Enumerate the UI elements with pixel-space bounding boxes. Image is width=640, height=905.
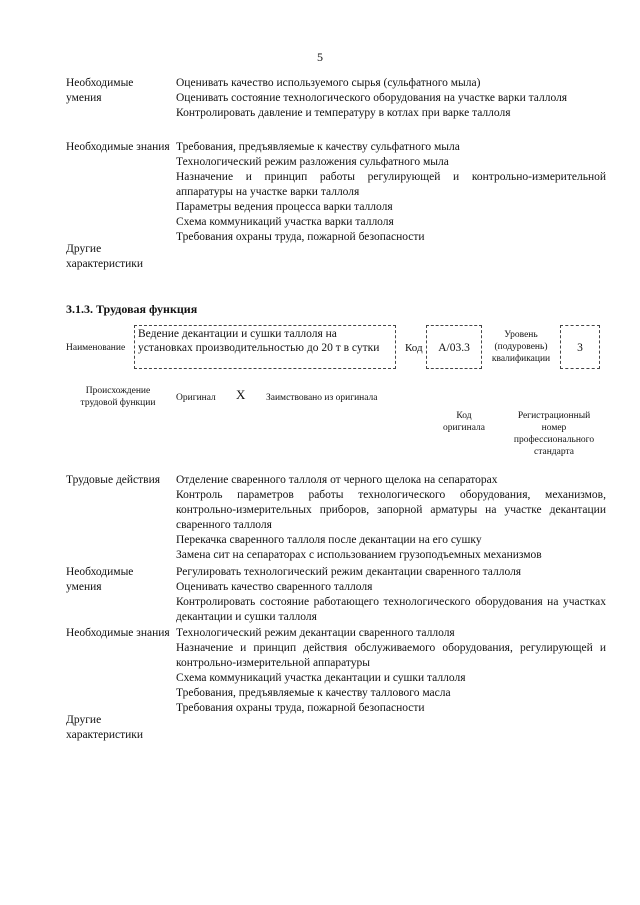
list-item: Назначение и принцип действия обслуживаемого оборудования, регулирующей и контрольно-измерительной аппаратуры	[176, 642, 606, 669]
code-box	[426, 325, 482, 369]
original-mark: X	[236, 387, 246, 402]
list-item: Оценивать состояние технологического оборудования на участке варки таллоля	[176, 92, 568, 104]
skills-list	[176, 565, 606, 625]
list-item: Схема коммуникаций участка декантации и сушки таллоля	[176, 672, 466, 684]
list-item: Отделение сваренного таллоля от черного щелока на сепараторах	[176, 474, 498, 486]
skills-label: Необходимые умения	[66, 77, 134, 104]
code-label: Код	[405, 342, 423, 354]
orig-code-label: Код оригинала	[443, 411, 485, 433]
level-value: 3	[577, 342, 583, 354]
list-item: Контролировать состояние работающего технологического оборудования на участках декантации и сушки таллоля	[176, 596, 606, 623]
list-item: Контроль параметров работы технологического оборудования, механизмов, контрольно-измерительных приборов, запорной арматуры на участке декантации сваренного таллоля	[176, 489, 606, 531]
list-item: Требования охраны труда, пожарной безопасности	[176, 231, 425, 243]
knowledge-list	[176, 140, 606, 245]
list-item: Регулировать технологический режим декантации сваренного таллоля	[176, 566, 522, 578]
list-item: Контролировать давление и температуру в котлах при варке таллоля	[176, 107, 511, 119]
list-item: Технологический режим разложения сульфатного мыла	[176, 156, 449, 168]
other-label: Другие характеристики	[66, 714, 144, 741]
knowledge-label: Необходимые знания	[66, 141, 170, 153]
list-item: Оценивать качество сваренного таллоля	[176, 581, 373, 593]
list-item: Параметры ведения процесса варки таллоля	[176, 201, 393, 213]
name-label: Наименование	[66, 343, 126, 353]
list-item: Перекачка сваренного таллоля после декантации на его сушку	[176, 534, 482, 546]
skills-list	[176, 76, 606, 121]
actions-label: Трудовые действия	[66, 474, 161, 486]
knowledge-label: Необходимые знания	[66, 627, 170, 639]
function-name-value: Ведение декантации и сушки таллоля на установках производительностью до 20 т в сутки	[138, 328, 380, 354]
knowledge-list	[176, 626, 606, 716]
other-label: Другие характеристики	[66, 243, 144, 270]
original-label: Оригинал	[176, 393, 216, 403]
actions-list	[176, 473, 606, 563]
skills-label: Необходимые умения	[66, 566, 134, 593]
list-item: Оценивать качество используемого сырья (сульфатного мыла)	[176, 77, 481, 89]
origin-label: Происхождение трудовой функции	[80, 386, 156, 408]
page-number: 5	[317, 50, 323, 64]
list-item: Замена сит на сепараторах с использованием грузоподъемных механизмов	[176, 549, 542, 561]
list-item: Схема коммуникаций участка варки таллоля	[176, 216, 394, 228]
list-item: Требования, предъявляемые к качеству сульфатного мыла	[176, 141, 460, 153]
reg-number-label: Регистрационный номер профессионального стандарта	[513, 411, 595, 457]
section-heading: 3.1.3. Трудовая функция	[66, 302, 198, 316]
level-label: Уровень (подуровень) квалификации	[491, 330, 551, 364]
function-name-box	[134, 325, 396, 369]
list-item: Требования, предъявляемые к качеству таллового масла	[176, 687, 451, 699]
level-box	[560, 325, 600, 369]
borrowed-label: Заимствовано из оригинала	[266, 393, 378, 403]
code-value: A/03.3	[438, 342, 470, 354]
list-item: Назначение и принцип работы регулирующей и контрольно-измерительной аппаратуры на участке варки таллоля	[176, 171, 606, 198]
list-item: Требования охраны труда, пожарной безопасности	[176, 702, 425, 714]
list-item: Технологический режим декантации сваренного таллоля	[176, 627, 455, 639]
